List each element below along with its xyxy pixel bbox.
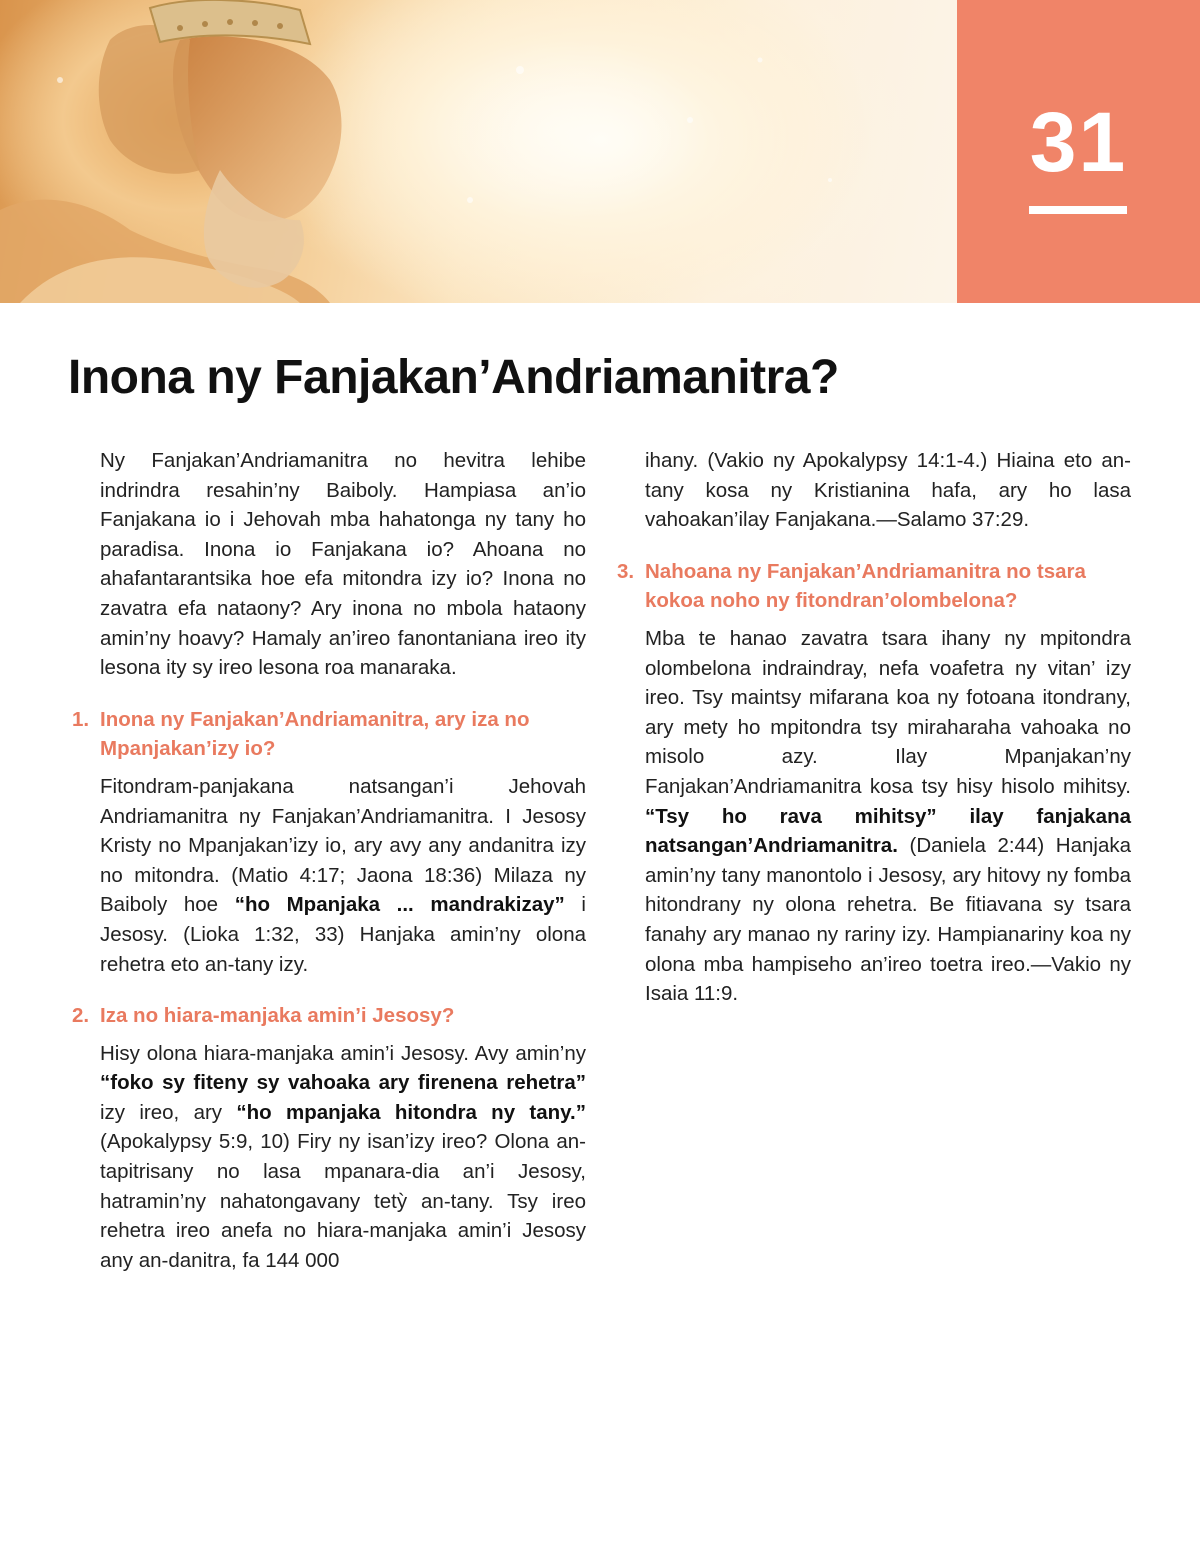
right-column [617,446,1131,1009]
answer-2 [100,1039,586,1276]
answer-quote: “ho Mpanjaka ... mandrakizay” [234,893,565,917]
hero-image [0,0,957,303]
lesson-number-underline [1029,206,1127,214]
answer-1 [100,772,586,979]
page-title: Inona ny Fanjakan’Andriamanitra? [68,351,839,404]
question-2 [72,1001,586,1031]
answer-text: (Daniela 2:44) Hanjaka amin’ny tany manontolo i Jesosy, ary hitovy ny fomba hitondrany ny olona rehetra. Be fitiavana sy tsara fanahy ary manao ny rariny izy. Hampianariny koa ny olona mba hampiseho an’ireo toetra ireo.—Vakio ny Isaia 11:9. [645,834,1131,1006]
answer-quote: “foko sy fiteny sy vahoaka ary firenena rehetra” [100,1071,586,1095]
answer-text: Fitondram-panjakana natsangan’i Jehovah Andriamanitra ny Fanjakan’Andriamanitra. I Jesosy Kristy no Mpanjakan’izy io, ary avy any andanitra izy no mitondra. (Matio 4:17; Jaona 18:36) Milaza ny Baiboly hoe [100,774,586,917]
answer-text: Mba te hanao zavatra tsara ihany ny mpitondra olombelona indraindray, nefa voafetra ny vitan’ izy ireo. Tsy maintsy mifarana koa ny fotoana itondrany, ary mety ho mpitondra tsy miraharaha vahoaka no misolo azy. Ilay Mpanjakan’ny Fanjakan’Andriamanitra kosa tsy hisy hisolo mihitsy. [645,626,1131,798]
question-text: Iza no hiara-manjaka amin’i Jesosy? [100,1004,455,1028]
question-text: Inona ny Fanjakan’Andriamanitra, ary iza no Mpanjakan’izy io? [100,707,530,761]
crowned-king-illustration [0,0,957,303]
answer-quote: “ho mpanjaka hitondra ny tany.” [236,1100,587,1124]
answer-text: izy ireo, ary [100,1100,237,1124]
question-number: 1. [72,707,90,731]
question-3 [617,557,1131,616]
answer-2-continued: ihany. (Vakio ny Apokalypsy 14:1-4.) Hiaina eto an-tany kosa ny Kristianina hafa, ary ho lasa vahoakan’ilay Fanjakana.—Salamo 37:29. [645,449,1131,532]
answer-3 [645,624,1131,1009]
intro-paragraph: Ny Fanjakan’Andriamanitra no hevitra lehibe indrindra resahin’ny Baiboly. Hampiasa an’io Fanjakana io i Jehovah mba hahatonga ny tany ho paradisa. Inona io Fanjakana io? Ahoana no ahafantarantsika hoe efa mitondra izy io? Inona no zavatra efa nataony? Ary inona no mbola hataony amin’ny hoavy? Hamaly an’ireo fanontaniana ireo ity lesona ity sy ireo lesona roa manaraka. [100,449,586,680]
answer-text: (Apokalypsy 5:9, 10) Firy ny isan’izy ireo? Olona an-tapitrisany no lasa mpanara-dia an’i Jesosy, hatramin’ny nahatongavany tetỳ an-tany. Tsy ireo rehetra ireo anefa no hiara-manjaka amin’i Jesosy any an-danitra, fa 144 000 [100,1130,586,1272]
question-1 [72,705,586,764]
question-text: Nahoana ny Fanjakan’Andriamanitra no tsara kokoa noho ny fitondran’olombelona? [645,559,1086,613]
question-number: 2. [72,1004,90,1028]
answer-quote: “Tsy ho rava mihitsy” ilay fanjakana natsangan’Andriamanitra. [645,804,1131,858]
question-number: 3. [617,559,635,583]
lesson-number-badge [957,0,1200,303]
answer-text: Hisy olona hiara-manjaka amin’i Jesosy. Avy amin’ny [100,1041,586,1065]
left-column [72,446,587,1275]
answer-text: i Jesosy. (Lioka 1:32, 33) Hanjaka amin’ny olona rehetra eto an-tany izy. [100,893,586,976]
lesson-number: 31 [1029,95,1128,189]
